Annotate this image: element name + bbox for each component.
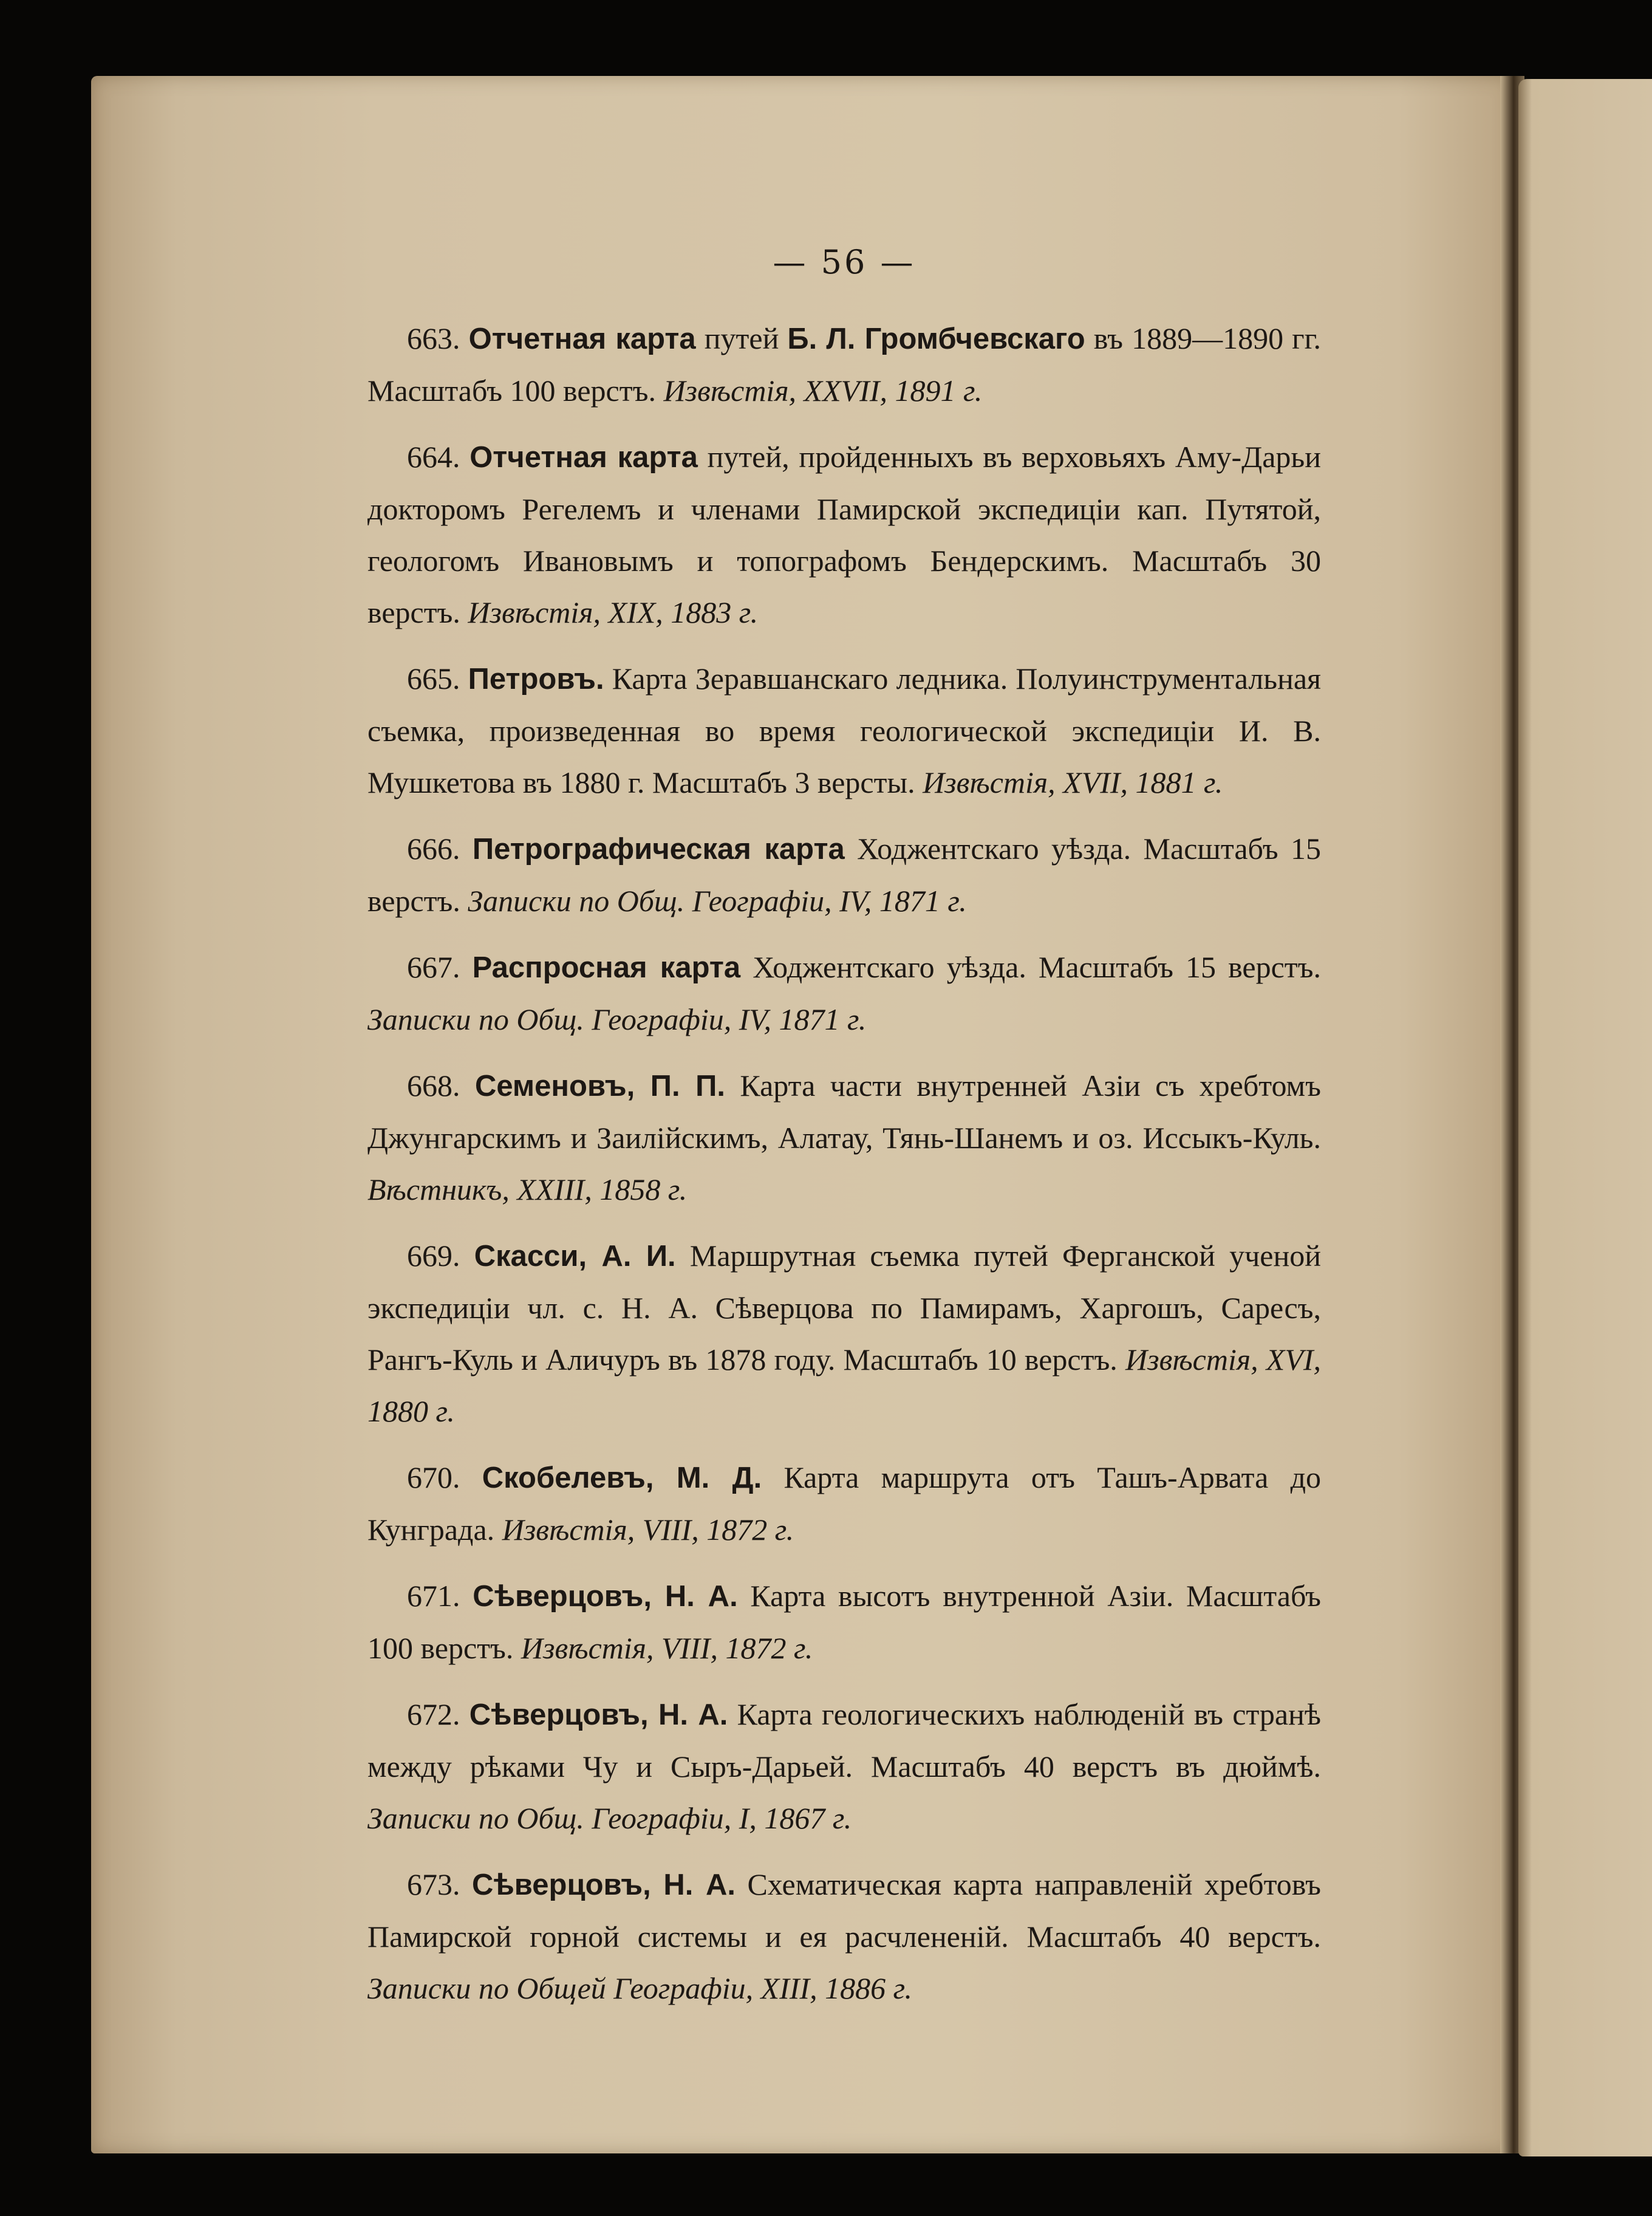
bibliography-entry	[367, 431, 1321, 638]
bibliography-entry	[367, 823, 1321, 927]
entry-text: Карта высотъ внутренной Азіи. Масштабъ 100 верстъ.	[367, 1579, 1322, 1665]
facing-page-edge	[1518, 79, 1652, 2156]
bibliography-entry	[367, 1060, 1321, 1216]
entry-citation: Извѣстія, XXVII, 1891 г.	[663, 374, 983, 408]
entry-citation: Вѣстникъ, XXIII, 1858 г.	[367, 1172, 688, 1206]
entry-text: путей, пройденныхъ въ верховьяхъ Аму-Дарьи докторомъ Регелемъ и членами Памирской экспедиціи кап. Путятой, геологомъ Ивановымъ и топографомъ Бендерскимъ. Масштабъ 30 верстъ.	[367, 440, 1321, 629]
page-content	[367, 243, 1321, 2029]
entry-heading: Отчетная карта	[469, 441, 698, 474]
entry-heading: Скасси, А. И.	[474, 1240, 676, 1273]
entry-text-secondary: въ 1889—1890 гг. Масштабъ 100 верстъ.	[367, 321, 1322, 408]
entry-heading: Отчетная карта	[468, 323, 696, 355]
entry-citation: Извѣстія, VIII, 1872 г.	[502, 1513, 794, 1547]
entry-citation: Записки по Общ. Географіи, IV, 1871 г.	[468, 884, 967, 918]
entry-number: 669.	[407, 1239, 460, 1273]
entry-text: Карта маршрута отъ Ташъ-Арвата до Кунграда.	[367, 1460, 1322, 1547]
entry-citation: Записки по Общей Географіи, XIII, 1886 г.	[367, 1971, 912, 2005]
entry-text: Ходжентскаго уѣзда. Масштабъ 15 верстъ.	[367, 832, 1322, 918]
entry-heading: Распросная карта	[472, 951, 741, 984]
entry-text: Карта геологическихъ наблюденій въ странѣ между рѣками Чу и Сыръ-Дарьей. Масштабъ 40 верстъ въ дюймѣ.	[367, 1697, 1322, 1783]
entry-text: Карта части внутренней Азіи съ хребтомъ Джунгарскимъ и Заилійскимъ, Алатау, Тянь-Шанемъ и оз. Иссыкъ-Куль.	[367, 1069, 1322, 1155]
entry-text: Схематическая карта направленій хребтовъ Памирской горной системы и ея расчлененій. Масштабъ 40 верстъ.	[367, 1867, 1321, 1954]
entry-number: 673.	[407, 1867, 460, 1901]
entry-text: Ходжентскаго уѣзда. Масштабъ 15 верстъ.	[753, 950, 1322, 984]
entry-citation: Извѣстія, VIII, 1872 г.	[521, 1631, 813, 1665]
entry-number: 666.	[407, 832, 460, 866]
entry-heading-secondary: Б. Л. Громбчевскаго	[787, 323, 1085, 355]
bibliography-entry	[367, 1859, 1321, 2014]
entry-text: Маршрутная съемка путей Ферганской ученой экспедиціи чл. с. Н. А. Сѣверцова по Памирамъ, Харгошъ, Саресъ, Рангъ-Куль и Аличуръ въ 1878 году. Масштабъ 10 верстъ.	[367, 1239, 1322, 1376]
entry-number: 665.	[407, 662, 460, 696]
entry-heading: Петровъ.	[468, 663, 604, 696]
entry-heading: Сѣверцовъ, Н. А.	[469, 1698, 728, 1731]
page-number: — 56 —	[773, 243, 916, 281]
entry-number: 668.	[407, 1069, 460, 1103]
entry-heading: Сѣверцовъ, Н. А.	[471, 1869, 736, 1901]
entry-citation: Записки по Общ. Географіи, I, 1867 г.	[367, 1801, 852, 1835]
entry-number: 672.	[407, 1697, 460, 1731]
bibliography-entry	[367, 1570, 1321, 1674]
entry-citation: Извѣстія, XIX, 1883 г.	[468, 595, 759, 629]
entry-citation: Извѣстія, XVI, 1880 г.	[367, 1342, 1322, 1428]
entry-list	[367, 313, 1321, 2014]
entry-citation: Извѣстія, XVII, 1881 г.	[923, 765, 1223, 799]
bibliography-entry	[367, 653, 1321, 809]
bibliography-entry	[367, 942, 1321, 1045]
entry-text: путей	[704, 321, 779, 355]
bibliography-entry	[367, 313, 1321, 417]
bibliography-entry	[367, 1452, 1321, 1556]
entry-number: 670.	[407, 1460, 460, 1494]
entry-heading: Скобелевъ, М. Д.	[482, 1462, 762, 1494]
entry-text: Карта Зеравшанскаго ледника. Полуинструментальная съемка, произведенная во время геологической экспедиціи И. В. Мушкетова въ 1880 г. Масштабъ 3 версты.	[367, 662, 1322, 799]
entry-number: 671.	[407, 1579, 460, 1613]
entry-citation: Записки по Общ. Географіи, IV, 1871 г.	[367, 1002, 867, 1036]
entry-heading: Петрографическая карта	[472, 833, 845, 866]
entry-heading: Сѣверцовъ, Н. А.	[473, 1580, 738, 1613]
entry-number: 664.	[407, 440, 460, 474]
entry-number: 663.	[407, 321, 460, 355]
entry-heading: Семеновъ, П. П.	[474, 1070, 725, 1103]
bibliography-entry	[367, 1230, 1321, 1437]
bibliography-entry	[367, 1689, 1321, 1844]
entry-number: 667.	[407, 950, 460, 984]
